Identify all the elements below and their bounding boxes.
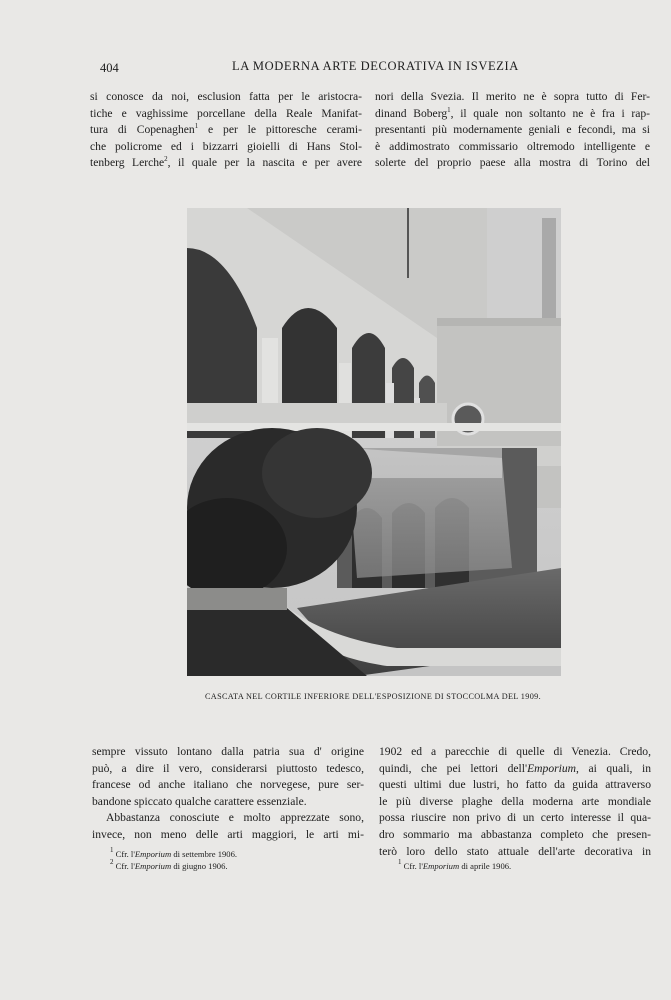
text-line: francese od anche italiano che norvegese, pure ser- — [92, 778, 364, 792]
text-line: possa riuscire non privo di un certo interesse il qua- — [379, 811, 651, 825]
footnote-ref: 1 — [447, 105, 451, 114]
footnote: $^1$ Cfr. l'Emporium di aprile 1906. — [398, 858, 512, 871]
text-line: Abbastanza conosciute e molto apprezzate sono, — [106, 811, 364, 825]
text-column-bottom-right — [379, 744, 651, 860]
footnote: $^2$ Cfr. l'Emporium di giugno 1906. — [110, 857, 228, 871]
text-line: dro sommario ma abbastanza completo che presen- — [379, 827, 651, 841]
text-line: tiche e vaghissime porcellane della Reale Manifat- — [90, 106, 362, 120]
footnote-ref: 2 — [164, 155, 168, 164]
text-line: invece, non meno delle arti maggiori, le arti mi- — [92, 827, 364, 841]
text-line: sempre vissuto lontano dalla patria sua d' origine — [92, 745, 364, 758]
footnotes-left — [110, 846, 238, 872]
text-line: solerte del proprio paese alla mostra di Torino del — [375, 156, 650, 170]
text-line: tenberg Lerche$^2$, il quale per la nascita e per avere — [90, 155, 362, 170]
text-line: bandone spiccato qualche carattere essenziale. — [92, 794, 307, 808]
running-title: LA MODERNA ARTE DECORATIVA IN ISVEZIA — [232, 59, 519, 73]
text-line: è addimostrato commissario oltremodo intelligente e — [375, 139, 650, 153]
text-line: terò loro dello stato attuale dell'arte decorativa in — [379, 844, 651, 858]
footnotes-right — [398, 858, 512, 873]
text-line: tura di Copenaghen$^1$ e per le pittoresche cerami- — [90, 122, 362, 137]
text-line: 1902 ed a parecchie di quelle di Venezia. Credo, — [379, 745, 651, 758]
text-line: questi ultimi due lustri, ho fatto da guida attraverso — [379, 778, 651, 792]
text-line: si conosce da noi, esclusion fatta per le aristocra- — [90, 90, 362, 103]
text-line: nori della Svezia. Il merito ne è sopra tutto di Fer- — [375, 90, 650, 103]
text-line: presentanti più modernamente geniali e fecondi, ma si — [375, 123, 650, 137]
text-column-top-right — [375, 89, 650, 172]
text-line: può, a dire il vero, considerarsi piuttosto tedesco, — [92, 761, 364, 775]
page-number: 404 — [100, 61, 119, 75]
footnote: $^1$ Cfr. l'Emporium di settembre 1906. — [110, 846, 238, 859]
text-line: che policrome ed i bizzarri gioielli di Hans Stol- — [90, 139, 362, 153]
text-line: dinand Boberg$^1$, il quale non soltanto ne è fra i rap- — [375, 105, 650, 120]
text-line: quindi, che pei lettori dell'Emporium, ai quali, in — [379, 761, 651, 775]
footnote-ref: 1 — [194, 122, 199, 131]
fountain-photograph — [187, 208, 561, 676]
figure-caption: CASCATA NEL CORTILE INFERIORE DELL'ESPOSIZIONE DI STOCCOLMA DEL 1909. — [205, 692, 541, 701]
text-column-top-left — [90, 89, 362, 172]
text-column-bottom-left — [92, 744, 364, 844]
text-line: le più diverse plaghe della moderna arte mondiale — [379, 794, 651, 808]
